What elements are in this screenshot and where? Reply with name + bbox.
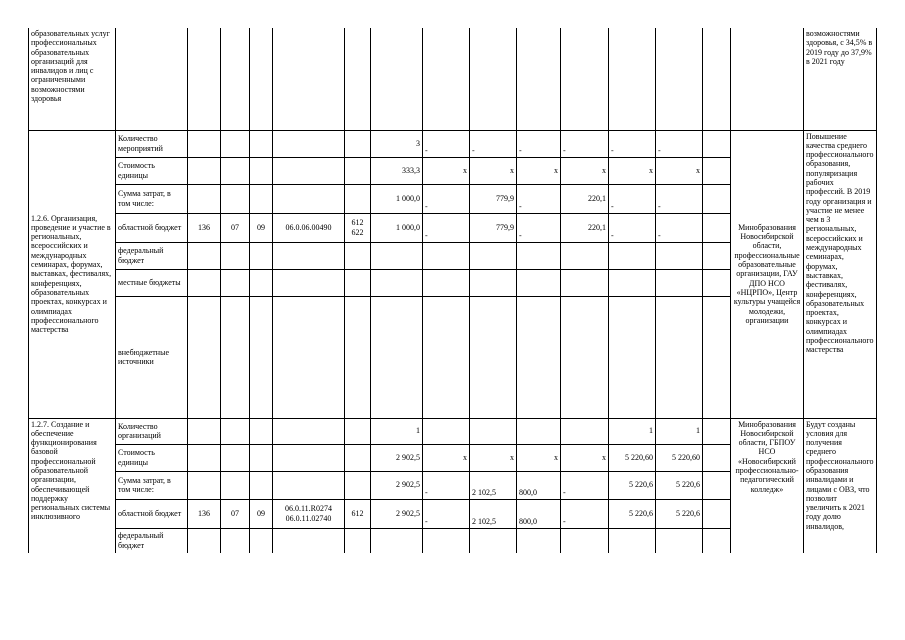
program-table xyxy=(28,28,877,553)
executor-cell: Минобразования Новосибирской области, ГБПОУ НСО «Новосибирский профессионально-педагогический колледж» xyxy=(731,418,804,553)
executor-cell: Минобразования Новосибирской области, профессиональные образовательные организации, ГАУ ДПО НСО «НЦРПО», Центр культуры учащейся молодежи, организации xyxy=(731,130,804,418)
table-row: Сумма затрат, в том числе: 2 902,5 - 2 102,5 800,0 - 5 220,6 5 220,6 xyxy=(29,471,877,499)
activity-name-cell: 1.2.7. Создание и обеспечение функционирования базовой профессиональной образовательной организации, обеспечивающей поддержку региональных системы инклюзивного xyxy=(29,418,116,553)
table-row: Стоимость единицы 333,3 x x x x x x xyxy=(29,157,877,184)
table-row: внебюджетные источники xyxy=(29,296,877,418)
table-row: областной бюджет 136 07 09 06.0.06.00490 612 622 1 000,0 - 779,9 - 220,1 - - xyxy=(29,213,877,242)
result-cell: возможностями здоровья, с 34,5% в 2019 году до 37,9% в 2021 году xyxy=(804,28,877,130)
activity-name-cell: 1.2.6. Организация, проведение и участие в региональных, всероссийских и международных семинарах, форумах, выставках, фестивалях, конференциях, образовательных проектах, конкурсах и олимпиадах профессионального мастерства xyxy=(29,130,116,418)
table-row: 1.2.7. Создание и обеспечение функционирования базовой профессиональной образовательной организации, обеспечивающей поддержку региональных системы инклюзивного Количество организаций 1 1 1 Минобразования Новосибирской области, ГБПОУ НСО «Новосибирский профессионально-педагогический колледж» Будут созданы условия для получения среднего профессионального образования инвалидами и лицами с ОВЗ, что позволит увеличить к 2021 году долю инвалидов, xyxy=(29,418,877,444)
table-row: федеральный бюджет xyxy=(29,528,877,553)
table-row xyxy=(29,28,877,130)
table-row: Стоимость единицы 2 902,5 x x x x 5 220,60 5 220,60 xyxy=(29,444,877,471)
activity-name-cell: образовательных услуг профессиональных образовательных организаций для инвалидов и лиц с ограниченными возможностями здоровья xyxy=(29,28,116,130)
table-body xyxy=(29,28,877,553)
result-cell: Будут созданы условия для получения среднего профессионального образования инвалидами и лицами с ОВЗ, что позволит увеличить к 2021 году долю инвалидов, xyxy=(804,418,877,553)
table-row: федеральный бюджет xyxy=(29,242,877,269)
table-row: Сумма затрат, в том числе: 1 000,0 - 779,9 - 220,1 - - xyxy=(29,184,877,213)
table-row: 1.2.6. Организация, проведение и участие в региональных, всероссийских и международных семинарах, форумах, выставках, фестивалях, конференциях, образовательных проектах, конкурсах и олимпиадах профессионального мастерства Количество мероприятий 3 - - - - - - Минобразования Новосибирской области, профессиональные образовательные организации, ГАУ ДПО НСО «НЦРПО», Центр культуры учащейся молодежи, организации Повышение качества среднего профессионального образования, популяризация рабочих профессий. В 2019 году организация и участие не менее чем в 3 региональных, всероссийских и международных семинарах, форумах, выставках, фестивалях, конференциях, образовательных проектах, конкурсах и олимпиадах профессионального мастерства xyxy=(29,130,877,157)
table-row: областной бюджет 136 07 09 06.0.11.R0274 06.0.11.02740 612 2 902,5 - 2 102,5 800,0 - 5 220,6 5 220,6 xyxy=(29,499,877,528)
table-row: местные бюджеты xyxy=(29,269,877,296)
result-cell: Повышение качества среднего профессионального образования, популяризация рабочих профессий. В 2019 году организация и участие не менее чем в 3 региональных, всероссийских и международных семинарах, форумах, выставках, фестивалях, конференциях, образовательных проектах, конкурсах и олимпиадах профессионального мастерства xyxy=(804,130,877,418)
